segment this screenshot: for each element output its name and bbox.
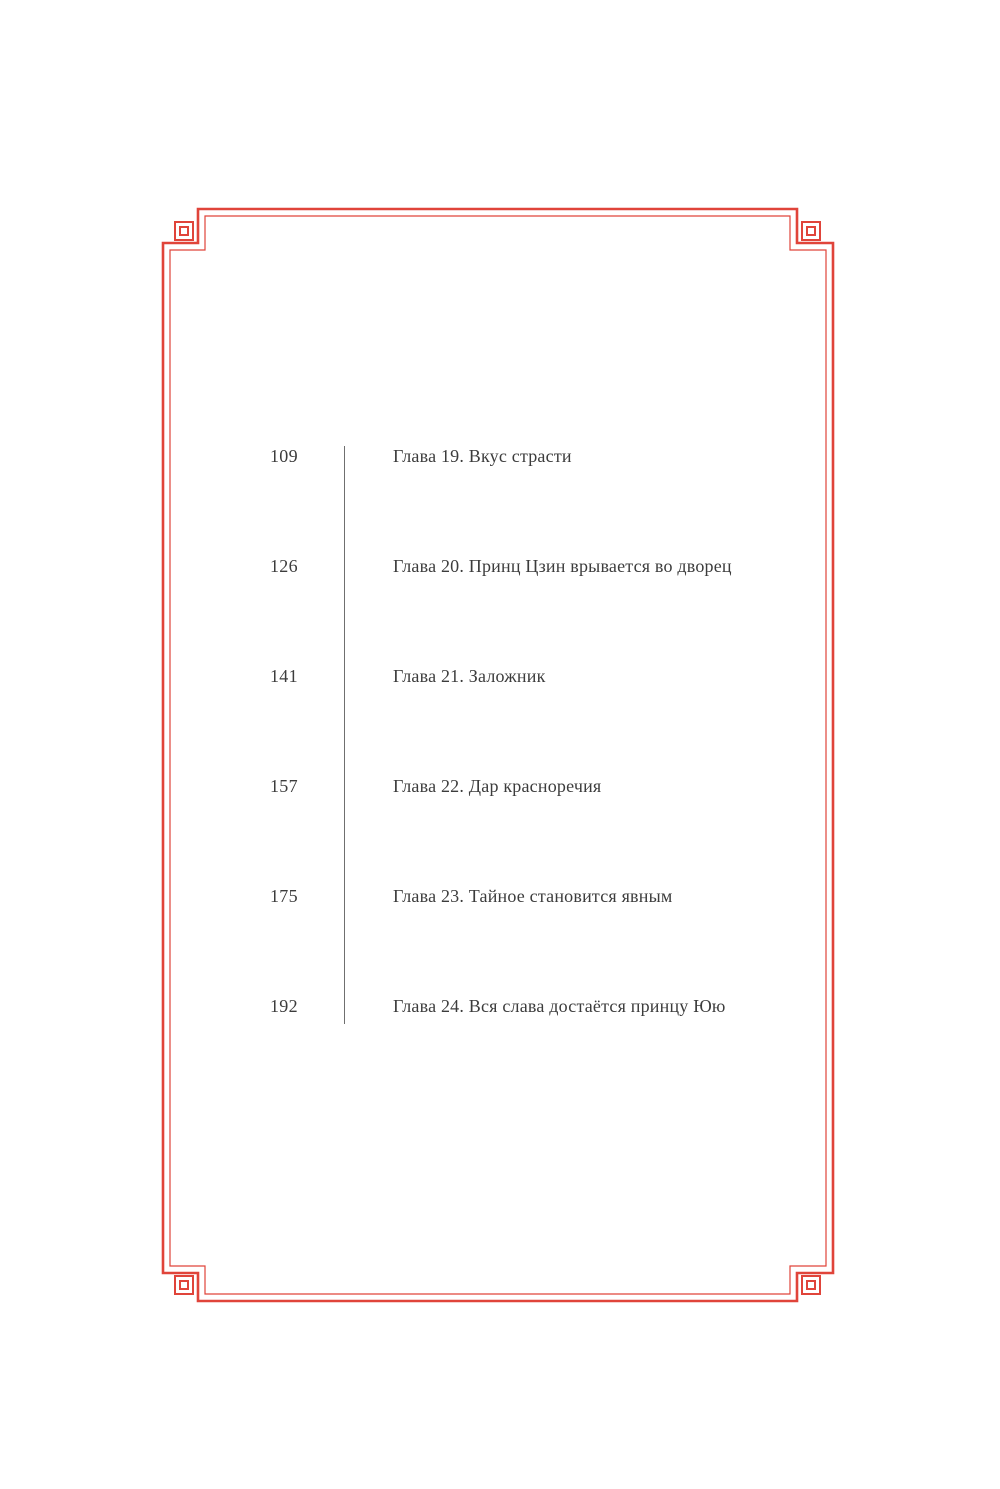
toc-entry[interactable] xyxy=(0,556,1000,586)
toc-page-number: 157 xyxy=(270,776,298,796)
toc-chapter-title: Глава 19. Вкус страсти xyxy=(393,446,572,466)
toc-entry[interactable] xyxy=(0,776,1000,806)
toc-page-number: 126 xyxy=(270,556,298,576)
toc-page-number: 192 xyxy=(270,996,298,1016)
toc-chapter-title: Глава 23. Тайное становится явным xyxy=(393,886,673,906)
toc-chapter-title: Глава 24. Вся слава достаётся принцу Юю xyxy=(393,996,726,1016)
toc-entry[interactable] xyxy=(0,666,1000,696)
toc-page-number: 141 xyxy=(270,666,298,686)
toc-entry[interactable] xyxy=(0,886,1000,916)
toc-page-number: 175 xyxy=(270,886,298,906)
toc-chapter-title: Глава 21. Заложник xyxy=(393,666,546,686)
toc-entry[interactable] xyxy=(0,996,1000,1026)
toc-page-number: 109 xyxy=(270,446,298,466)
toc-chapter-title: Глава 22. Дар красноречия xyxy=(393,776,602,796)
toc-entry[interactable] xyxy=(0,446,1000,476)
toc-chapter-title: Глава 20. Принц Цзин врывается во дворец xyxy=(393,556,732,576)
